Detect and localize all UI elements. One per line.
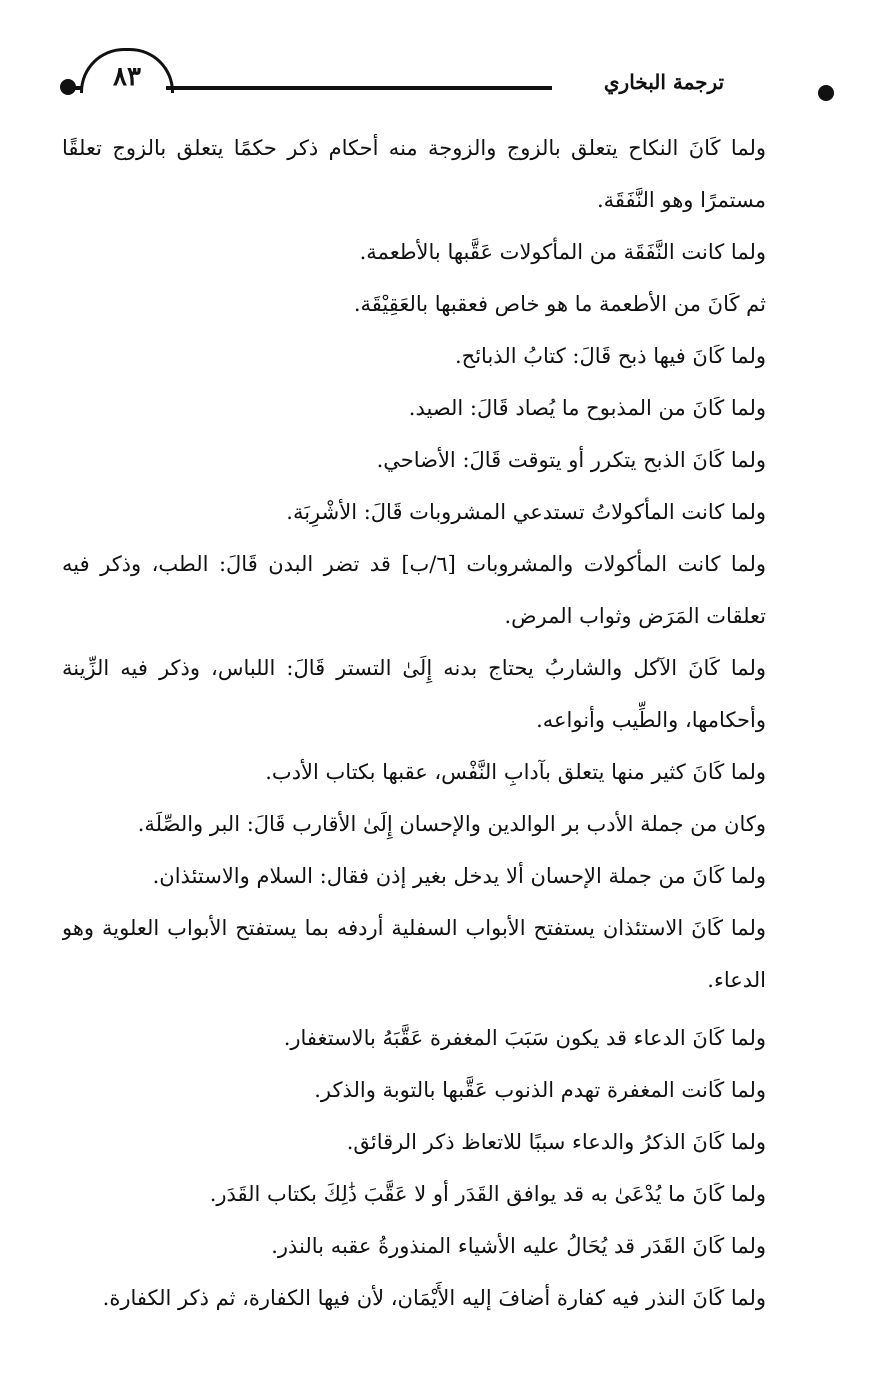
paragraph: ولما كَانَ فيها ذبح قَالَ: كتابُ الذبائح. [454,344,766,368]
paragraph: ولما كَانَ من جملة الإحسان ألا يدخل بغير إذن فقال: السلام والاستئذان. [152,864,766,888]
paragraph: ولما كَانَ من المذبوح ما يُصاد قَالَ: الصيد. [408,396,766,420]
paragraph: ولما كَانَ كثير منها يتعلق بآدابِ النَّفْس، عقبها بكتاب الأدب. [265,760,766,784]
paragraph: وكان من جملة الأدب بر الوالدين والإحسان إِلَىٰ الأقارب قَالَ: البر والصِّلَة. [137,812,766,836]
paragraph: ولما كَانَ الآكل والشاربُ يحتاج بدنه إِلَىٰ التستر قَالَ: اللباس، وذكر فيه الزِّينة وأحكامها، والطِّيب وأنواعه. [62,656,766,732]
running-title: ترجمة البخاري [603,70,725,94]
paragraph: ولما كانت النَّفَقَة من المأكولات عَقَّبها بالأطعمة. [359,240,766,264]
header-rule [166,86,552,90]
paragraph: ولما كانت المأكولاتُ تستدعي المشروبات قَالَ: الأشْرِبَة. [286,500,766,524]
page-number: ٨٣ [113,62,141,92]
body-text [62,122,832,1324]
header-dot-right [818,85,834,101]
paragraph: ولما كَانَ الذبح يتكرر أو يتوقت قَالَ: الأضاحي. [376,448,766,472]
paragraph: ولما كانت المأكولات والمشروبات [٦/ب] قد تضر البدن قَالَ: الطب، وذكر فيه تعلقات المَرَض وثواب المرض. [62,552,767,628]
paragraph: ولما كَانَ النذر فيه كفارة أضافَ إليه الأَيْمَان، لأن فيها الكفارة، ثم ذكر الكفارة. [102,1286,766,1310]
paragraph: ولما كَانَ ما يُدْعَىٰ به قد يوافق القَدَر أو لا عَقَّبَ ذَٰلِكَ بكتاب القَدَر. [209,1182,766,1206]
paragraph: ولما كَانَ الاستئذان يستفتح الأبواب السفلية أردفه بما يستفتح الأبواب العلوية وهو الدعاء. [62,916,766,992]
paragraph: ولما كَانَ القَدَر قد يُحَالُ عليه الأشياء المنذورةُ عقبه بالنذر. [271,1234,766,1258]
paragraph: ولما كَانَ الذكرُ والدعاء سببًا للاتعاظ ذكر الرقائق. [346,1130,766,1154]
paragraph: ولما كَانَ الدعاء قد يكون سَبَبَ المغفرة عَقَّبَهُ بالاستغفار. [283,1026,766,1050]
paragraph: ولما كَانَ النكاح يتعلق بالزوج والزوجة منه أحكام ذكر حكمًا يتعلق بالزوج تعلقًا مستمرًا وهو النَّفَقَة. [62,136,766,212]
paragraph: ولما كَانت المغفرة تهدم الذنوب عَقَّبها بالتوبة والذكر. [314,1078,766,1102]
paragraph: ثم كَانَ من الأطعمة ما هو خاص فعقبها بالعَقِيْقَة. [353,292,766,316]
page-header [0,0,873,120]
